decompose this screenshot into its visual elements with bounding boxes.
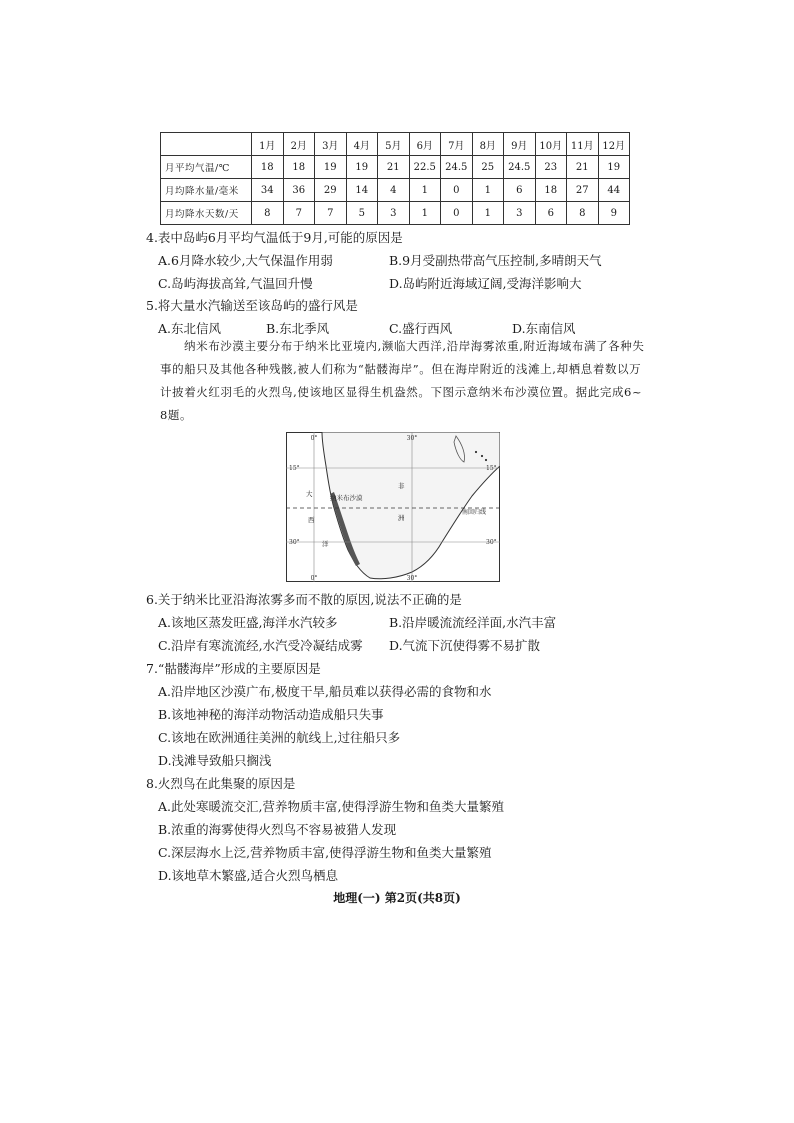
- question-4-option-b[interactable]: B.9月受副热带高气压控制,多晴朗天气: [389, 253, 602, 268]
- table-row: [161, 179, 630, 202]
- table-cell: 14: [346, 179, 378, 202]
- tropic-label: 南回归线: [462, 509, 487, 516]
- ocean-label: 西: [308, 516, 315, 524]
- table-header-row: [161, 133, 630, 156]
- month-header: 11月: [567, 133, 599, 156]
- passage-line: 计披着火红羽毛的火烈鸟,使该地区显得生机盎然。下图示意纳米布沙漠位置。据此完成6~: [160, 385, 643, 399]
- island-dot: [485, 459, 487, 461]
- table-cell: 7: [283, 202, 315, 225]
- reading-passage: [160, 335, 645, 427]
- table-cell: 0: [441, 179, 473, 202]
- lon-label: 30°: [406, 575, 418, 582]
- desert-label: 纳米布沙漠: [330, 494, 363, 502]
- passage-line: 事的船只及其他各种残骸,被人们称为“骷髅海岸”。但在海岸附近的浅滩上,却栖息着数以万: [160, 362, 642, 376]
- table-cell: 5: [346, 202, 378, 225]
- question-6-option-c[interactable]: C.沿岸有寒流流经,水汽受冷凝结成雾: [158, 638, 363, 653]
- lat-label: 30°: [486, 539, 497, 546]
- lat-label: 30°: [289, 539, 300, 546]
- table-corner-cell: [161, 133, 252, 156]
- table-cell: 24.5: [441, 156, 473, 179]
- question-4-option-a[interactable]: A.6月降水较少,大气保温作用弱: [158, 253, 333, 268]
- table-cell: 8: [252, 202, 284, 225]
- table-cell: 3: [378, 202, 410, 225]
- row-label: 月均降水量/毫米: [161, 179, 252, 202]
- continent-label: 洲: [398, 514, 405, 522]
- lon-label: 0°: [310, 435, 318, 442]
- island-dot: [475, 451, 477, 453]
- table-cell: 23: [535, 156, 567, 179]
- continent-label: 非: [398, 482, 405, 490]
- lon-label: 30°: [406, 435, 418, 442]
- table-cell: 19: [346, 156, 378, 179]
- table-cell: 25: [472, 156, 504, 179]
- question-6-option-b[interactable]: B.沿岸暖流流经洋面,水汽丰富: [389, 615, 557, 630]
- question-8-option-d[interactable]: D.该地草木繁盛,适合火烈鸟栖息: [158, 868, 339, 883]
- month-header: 4月: [346, 133, 378, 156]
- month-header: 9月: [504, 133, 536, 156]
- question-5-option-a[interactable]: A.东北信风: [158, 321, 222, 336]
- month-header: 6月: [409, 133, 441, 156]
- table-cell: 3: [504, 202, 536, 225]
- table-cell: 24.5: [504, 156, 536, 179]
- table-cell: 1: [409, 202, 441, 225]
- table-cell: 6: [535, 202, 567, 225]
- climate-table: [160, 132, 630, 225]
- question-7-option-b[interactable]: B.该地神秘的海洋动物活动造成船只失事: [158, 707, 384, 722]
- table-cell: 1: [409, 179, 441, 202]
- table-cell: 8: [567, 202, 599, 225]
- month-header: 7月: [441, 133, 473, 156]
- question-5-option-d[interactable]: D.东南信风: [512, 321, 576, 336]
- page-footer: 地理(一) 第2页(共8页): [333, 891, 461, 905]
- question-5-stem: 5.将大量水汽输送至该岛屿的盛行风是: [146, 298, 358, 313]
- lon-label: 0°: [310, 575, 318, 582]
- table-cell: 19: [315, 156, 347, 179]
- table-cell: 27: [567, 179, 599, 202]
- table-cell: 1: [472, 179, 504, 202]
- passage-line: 纳米布沙漠主要分布于纳米比亚境内,濒临大西洋,沿岸海雾浓重,附近海域布满了各种失: [184, 339, 645, 353]
- lat-label: 15°: [486, 465, 497, 472]
- table-cell: 21: [378, 156, 410, 179]
- row-label: 月平均气温/℃: [161, 156, 252, 179]
- month-header: 3月: [315, 133, 347, 156]
- island-dot: [481, 455, 483, 457]
- table-cell: 19: [598, 156, 630, 179]
- month-header: 5月: [378, 133, 410, 156]
- table-cell: 18: [283, 156, 315, 179]
- question-7-option-d[interactable]: D.浅滩导致船只搁浅: [158, 753, 272, 768]
- question-8-stem: 8.火烈鸟在此集聚的原因是: [146, 776, 296, 791]
- question-6-option-d[interactable]: D.气流下沉使得雾不易扩散: [389, 638, 541, 653]
- table-cell: 18: [252, 156, 284, 179]
- table-cell: 7: [315, 202, 347, 225]
- question-6-stem: 6.关于纳米比亚沿海浓雾多而不散的原因,说法不正确的是: [146, 592, 462, 607]
- table-cell: 29: [315, 179, 347, 202]
- question-8-option-b[interactable]: B.浓重的海雾使得火烈鸟不容易被猎人发现: [158, 822, 397, 837]
- question-5-option-c[interactable]: C.盛行西风: [389, 321, 453, 336]
- table-cell: 22.5: [409, 156, 441, 179]
- namib-desert-map: [286, 432, 500, 582]
- lat-label: 15°: [289, 465, 300, 472]
- table-cell: 6: [504, 179, 536, 202]
- month-header: 1月: [252, 133, 284, 156]
- question-5-option-b[interactable]: B.东北季风: [266, 321, 330, 336]
- table-cell: 34: [252, 179, 284, 202]
- table-row: [161, 202, 630, 225]
- ocean-label: 大: [306, 490, 313, 498]
- table-cell: 9: [598, 202, 630, 225]
- question-4-option-c[interactable]: C.岛屿海拔高耸,气温回升慢: [158, 276, 313, 291]
- table-cell: 44: [598, 179, 630, 202]
- question-8-option-a[interactable]: A.此处寒暖流交汇,营养物质丰富,使得浮游生物和鱼类大量繁殖: [158, 799, 504, 814]
- passage-line: 8题。: [160, 408, 193, 422]
- month-header: 12月: [598, 133, 630, 156]
- question-8-option-c[interactable]: C.深层海水上泛,营养物质丰富,使得浮游生物和鱼类大量繁殖: [158, 845, 492, 860]
- question-7-option-c[interactable]: C.该地在欧洲通往美洲的航线上,过往船只多: [158, 730, 401, 745]
- question-7-stem: 7.“骷髅海岸”形成的主要原因是: [146, 661, 321, 676]
- month-header: 8月: [472, 133, 504, 156]
- question-4-stem: 4.表中岛屿6月平均气温低于9月,可能的原因是: [146, 230, 403, 245]
- table-cell: 36: [283, 179, 315, 202]
- table-cell: 18: [535, 179, 567, 202]
- ocean-label: 洋: [322, 540, 329, 548]
- question-4-option-d[interactable]: D.岛屿附近海域辽阔,受海洋影响大: [389, 276, 582, 291]
- table-cell: 0: [441, 202, 473, 225]
- question-7-option-a[interactable]: A.沿岸地区沙漠广布,极度干旱,船员难以获得必需的食物和水: [158, 684, 492, 699]
- table-cell: 21: [567, 156, 599, 179]
- row-label: 月均降水天数/天: [161, 202, 252, 225]
- month-header: 2月: [283, 133, 315, 156]
- question-6-option-a[interactable]: A.该地区蒸发旺盛,海洋水汽较多: [158, 615, 338, 630]
- table-cell: 4: [378, 179, 410, 202]
- table-cell: 1: [472, 202, 504, 225]
- month-header: 10月: [535, 133, 567, 156]
- table-row: [161, 156, 630, 179]
